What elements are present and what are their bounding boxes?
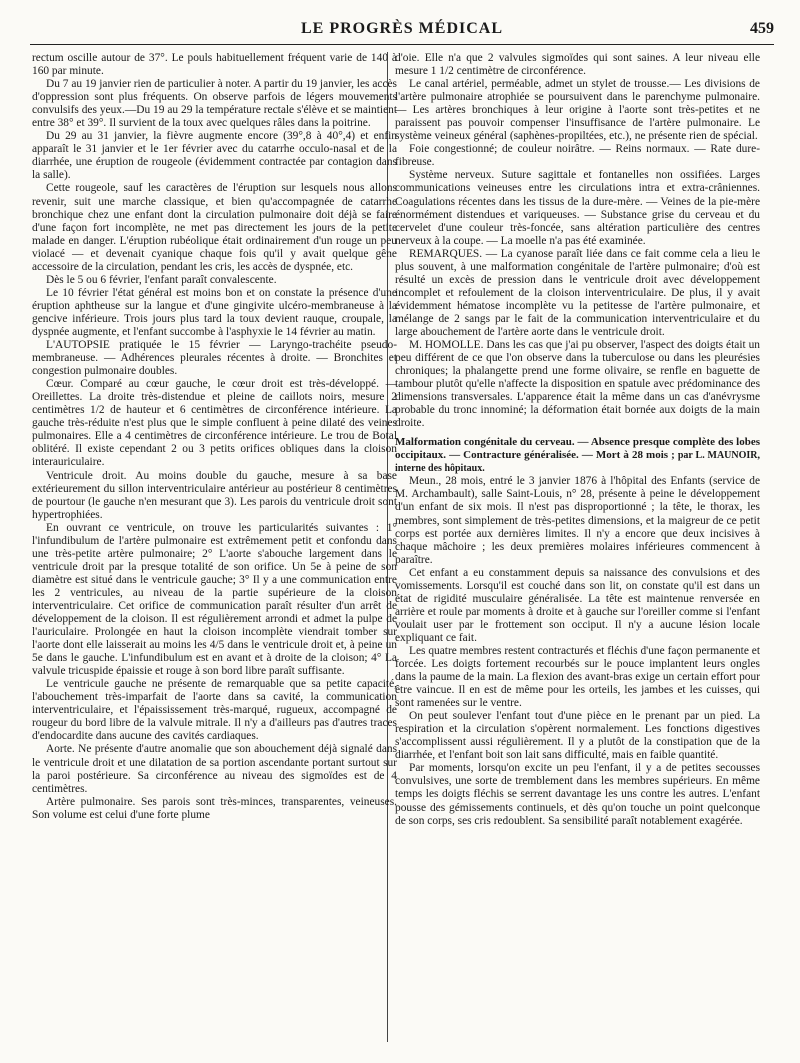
paragraph: Du 29 au 31 janvier, la fièvre augmente encore (39°,8 à 40°,4) et enfin apparaît le 31 janvier et le 1er février avec du catarrhe occulo-nasal et de la diarrhée, une éruption de rougeole (évidemment contractée par contagion dans la salle).	[32, 130, 397, 182]
paragraph: Cette rougeole, sauf les caractères de l'éruption sur lesquels nous allons revenir, suit une marche classique, et bien qu'accompagnée de catarrhe bronchique chez une enfant dont la circulation pulmonaire doit déjà se faire d'une façon fort incomplète, ne met pas directement les jours de la petite malade en danger. L'éruption rubéolique était ordinairement d'un rouge un peu violacé — et devenait cyanique chaque fois qu'il y avait quelque gêne accessoire de la circulation, pendant les cris, les accès de dyspnée, etc.	[32, 182, 397, 273]
paragraph: Ventricule droit. Au moins double du gauche, mesure à sa base extérieurement du sillon interventriculaire antérieur au postérieur 8 centimètres de pourtour (le gauche n'en mesurant que 3). Les parois du ventricule droit sont hypertrophiées.	[32, 469, 397, 521]
journal-title: LE PROGRÈS MÉDICAL	[300, 20, 504, 37]
paragraph: Le ventricule gauche ne présente de remarquable que sa petite capacité, l'abouchement très-imparfait de l'aorte dans sa cavité, la communication interventriculaire, et l'épaississement très-marqué, rugueux, accompagné de rougeur du bord libre de la valvule mitrale. Il n'y a d'ailleurs pas d'autres traces d'endocardite dans aucune des cavités cardiaques.	[32, 678, 397, 743]
paragraph: Par moments, lorsqu'on excite un peu l'enfant, il y a de petites secousses convulsives, une sorte de tremblement dans les membres supérieurs. En même temps les doigts fléchis se serrent davantage les uns contre les autres. L'enfant pousse des gémissements continuels, et dès qu'on touche un point quelconque de son corps, ses cris redoublent. Sa sensibilité paraît notablement exagérée.	[395, 762, 760, 827]
paragraph: Cet enfant a eu constamment depuis sa naissance des convulsions et des vomissements. Lorsqu'il est couché dans son lit, on constate qu'il est dans un état de rigidité musculaire généralisée. La tête est maintenue renversée en arrière et roule par moments à droite et à gauche sur l'oreiller comme si l'enfant voulait user par le frottement son occiput. Il n'y a aucune lésion locale expliquant ce fait.	[395, 566, 760, 644]
paragraph: Dès le 5 ou 6 février, l'enfant paraît convalescente.	[46, 273, 277, 286]
paragraph: Cœur. Comparé au cœur gauche, le cœur droit est très-développé. — Oreillettes. La droite très-distendue et pleine de caillots noirs, mesure 2 centimètres 1/2 de hauteur et 6 centimètres de circonférence intérieure. La gauche très-réduite n'est plus que le simple confluent à peine dilaté des veines pulmonaires. Elle a 4 centimètres de circonférence intérieure. Le trou de Botal oblitéré. Il existe cependant 2 ou 3 petits orifices obliques dans la cloison interauriculaire.	[32, 378, 397, 469]
right-column	[395, 52, 760, 828]
paragraph: M. HOMOLLE. Dans les cas que j'ai pu observer, l'aspect des doigts était un peu différent de ce que l'on observe dans la tuberculose ou dans les pleurésies chroniques; la phalangette prend une forme olivaire, se renfle en baguette de tambour plutôt qu'elle n'affecte la disposition en spatule avec prédominance des dimensions transversales. L'apparence était la même dans un cas d'anévrysme probable du tronc innominé; la déformation était bornée aux doigts de la main droite.	[395, 339, 760, 430]
paragraph: rectum oscille autour de 37°. Le pouls habituellement fréquent varie de 140 à 160 par minute.	[32, 52, 397, 78]
paragraph: Artère pulmonaire. Ses parois sont très-minces, transparentes, veineuses. Son volume est celui d'une forte plume	[32, 795, 397, 821]
paragraph: d'oie. Elle n'a que 2 valvules sigmoïdes qui sont saines. A leur niveau elle mesure 1 1/2 centimètre de circonférence.	[395, 52, 760, 78]
section-byline: par L. MAUNOIR, interne des hôpitaux.	[395, 450, 761, 475]
paragraph: REMARQUES. — La cyanose paraît liée dans ce fait comme cela a lieu le plus souvent, à une malformation congénitale de l'artère pulmonaire; d'où est résulté un excès de pression dans le ventricule droit avec développement incomplet et refoulement de la cloison interventriculaire. De plus, il y avait évidemment hématose incomplète vu la petitesse de l'artère pulmonaire, et mélange de 2 sangs par le fait de la communication interventriculaire et du large abouchement de l'artère aorte dans le ventricule droit.	[395, 247, 760, 338]
paragraph: Le 10 février l'état général est moins bon et on constate la présence d'une éruption aphtheuse sur la langue et d'une gingivite ulcéro-membraneuse à la gencive inférieure. Trois jours plus tard la toux devient rauque, croupale, la dyspnée augmente, et l'enfant succombe à l'asphyxie le 14 février au matin.	[32, 286, 397, 338]
paragraph: Les quatre membres restent contracturés et fléchis d'une façon permanente et forcée. Les doigts fortement recourbés sur le pouce implantent leurs ongles dans la paume de la main. La flexion des avant-bras exige un certain effort pour être vaincue. Il en est de même pour les orteils, les jambes et les cuisses, qui sont ramenées sur le ventre.	[395, 644, 760, 710]
page-number: 459	[750, 20, 774, 37]
paragraph: Foie congestionné; de couleur noirâtre. — Reins normaux. — Rate dure-fibreuse.	[395, 143, 760, 169]
paragraph: Aorte. Ne présente d'autre anomalie que son abouchement déjà signalé dans le ventricule droit et une dilatation de sa portion ascendante portant surtout sur la paroi postérieure. Sa circonférence au niveau des sigmoïdes est de 4 centimètres.	[32, 743, 397, 795]
section-title: Malformation congénitale du cerveau. — Absence presque complète des lobes occipitaux. — Contracture généralisée. — Mort à 28 mois ;	[395, 436, 760, 462]
paragraph: Meun., 28 mois, entré le 3 janvier 1876 à l'hôpital des Enfants (service de M. Archambault), salle Saint-Louis, n° 28, présente à peine le développement d'un enfant de six mois. Il n'est pas disproportionné ; la tête, le thorax, les membres, sont simplement de très-petites dimensions, et la maigreur de ce petit corps est portée aux dernières limites. Il n'y a encore que deux incisives à chaque mâchoire ; les deux premières molaires inférieures commencent à paraître.	[395, 475, 760, 566]
paragraph: Du 7 au 19 janvier rien de particulier à noter. A partir du 19 janvier, les accès d'oppression sont plus fréquents. On observe parfois de légers mouvements convulsifs des yeux.—Du 19 au 29 la température rectale s'élève et se maintient entre 38° et 39°. Il survient de la toux avec quelques râles dans la poitrine.	[32, 78, 397, 130]
header-rule	[30, 44, 774, 45]
paragraph: En ouvrant ce ventricule, on trouve les particularités suivantes : 1° l'infundibulum de l'artère pulmonaire est extrêmement petit et confondu dans une très-petite artère pulmonaire; 2° L'aorte s'abouche largement dans le ventricule droit par la presque totalité de son orifice. Un 5e à peine de son diamètre est situé dans le ventricule gauche; 3° Il y a une communication entre les 2 ventricules, au niveau de la partie supérieure de la cloison interventriculaire. Cet orifice de communication paraît résulter d'un arrêt de développement de la cloison. Il est régulièrement arrondi et admet la pulpe de l'auriculaire. Prolongée en haut la cloison incomplète viendrait tomber sur l'aorte dont elle laisserait au moins les 4/5 dans le ventricule droit et, à peine un 5e dans le gauche. L'infundibulum est en avant et à droite de la cloison; 4° La valvule tricuspide épaissie et rouge à son bord libre paraît suffisante.	[32, 521, 397, 678]
paragraph: L'AUTOPSIE pratiquée le 15 février — Laryngo-trachéite pseudo-membraneuse. — Adhérences pleurales récentes à droite. — Bronchites et congestion pulmonaire doubles.	[32, 339, 397, 378]
paragraph: On peut soulever l'enfant tout d'une pièce en le prenant par un pied. La respiration et la circulation s'opèrent normalement. Les fonctions digestives s'accomplissent aussi régulièrement. Il y a plutôt de la constipation que de la diarrhée, et l'enfant boit son lait sans difficulté, mais en faible quantité.	[395, 710, 760, 762]
paragraph: Le canal artériel, perméable, admet un stylet de trousse.— Les divisions de l'artère pulmonaire atrophiée se poursuivent dans le parenchyme pulmonaire. — Les artères bronchiques à leur origine à l'aorte sont très-petites et ne paraissent pas pouvoir compenser l'insuffisance de l'artère pulmonaire. Le système veineux général (saphènes-propiltées, etc.), ne présente rien de spécial.	[395, 78, 760, 143]
section-heading	[395, 436, 760, 475]
paragraph: Système nerveux. Suture sagittale et fontanelles non ossifiées. Larges communications veineuses entre les circulations intra et extra-crâniennes. Coagulations récentes dans les tissus de la dure-mère. — Veines de la pie-mère énormément distendues et variqueuses. — Substance grise du cerveau et du cervelet d'une couleur très-foncée, sans altération particulière des centres nerveux à la coupe. — La moelle n'a pas été examinée.	[395, 169, 760, 247]
running-header	[30, 14, 774, 42]
left-column	[32, 52, 397, 822]
